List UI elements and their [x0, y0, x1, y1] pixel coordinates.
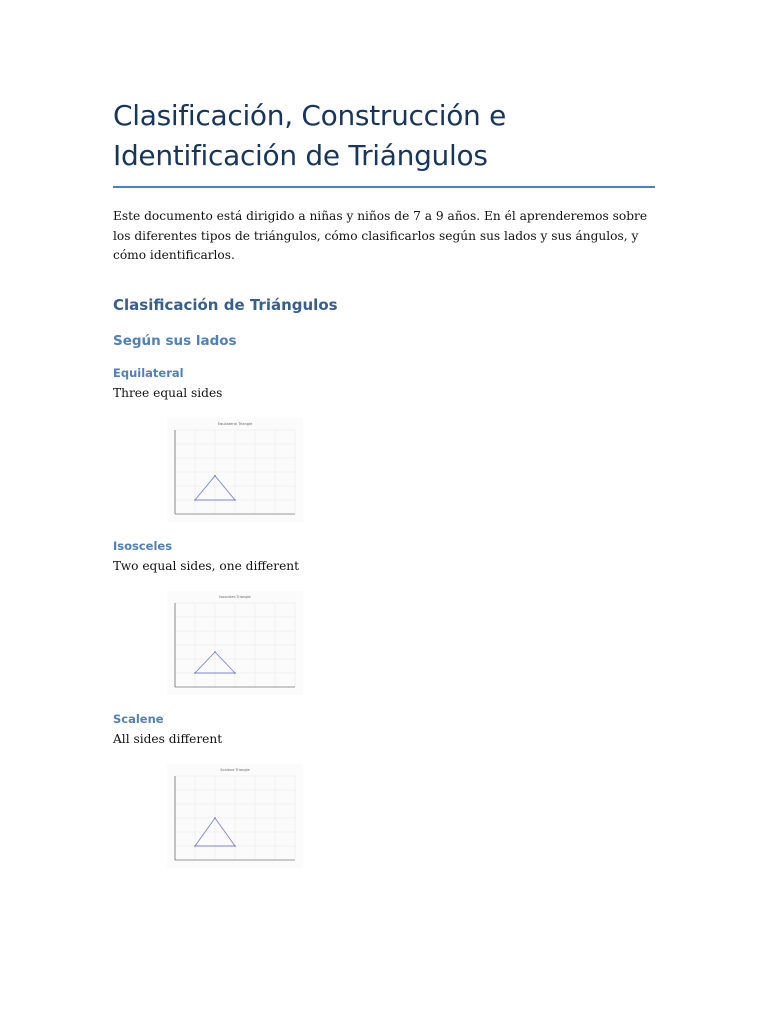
triangle-heading-isosceles: Isosceles — [113, 538, 173, 553]
triangle-vertex — [214, 817, 216, 819]
triangle-description-isosceles: Two equal sides, one different — [113, 558, 300, 573]
title-line-1: Clasificación, Construcción e — [113, 99, 507, 132]
triangle-figure-isosceles — [167, 591, 303, 695]
triangle-figure-equilateral — [167, 418, 303, 522]
triangle-vertex — [234, 845, 236, 847]
triangle-vertex — [194, 672, 196, 674]
equilateral-triangle-plot — [167, 418, 303, 522]
figure-title: Isosceles Triangle — [219, 594, 251, 599]
triangle-heading-equilateral: Equilateral — [113, 365, 184, 380]
triangle-vertex — [194, 499, 196, 501]
title-underline — [113, 186, 655, 188]
isosceles-triangle-plot — [167, 591, 303, 695]
triangle-description-equilateral: Three equal sides — [113, 385, 223, 400]
triangle-vertex — [214, 651, 216, 653]
section-heading: Clasificación de Triángulos — [113, 295, 338, 314]
intro-paragraph: Este documento está dirigido a niñas y niños de 7 a 9 años. En él aprenderemos sobre los diferentes tipos de triángulos, cómo clasificarlos según sus lados y sus ángulos, y cómo identificarlos. — [113, 209, 648, 262]
triangle-figure-scalene — [167, 764, 303, 868]
title-line-2: Identificación de Triángulos — [113, 139, 488, 172]
document-title — [113, 96, 655, 176]
figure-title: Scalene Triangle — [220, 767, 250, 772]
triangle-section-isosceles — [113, 539, 655, 695]
triangle-vertex — [234, 672, 236, 674]
figure-title: Equilateral Triangle — [217, 421, 253, 426]
subsection-heading: Según sus lados — [113, 332, 237, 349]
triangle-section-scalene — [113, 712, 655, 868]
triangle-description-scalene: All sides different — [113, 731, 223, 746]
document-content — [113, 96, 655, 868]
triangle-vertex — [214, 474, 216, 476]
triangle-vertex — [234, 499, 236, 501]
scalene-triangle-plot — [167, 764, 303, 868]
triangle-section-equilateral — [113, 366, 655, 522]
triangle-vertex — [194, 845, 196, 847]
triangle-heading-scalene: Scalene — [113, 711, 164, 726]
